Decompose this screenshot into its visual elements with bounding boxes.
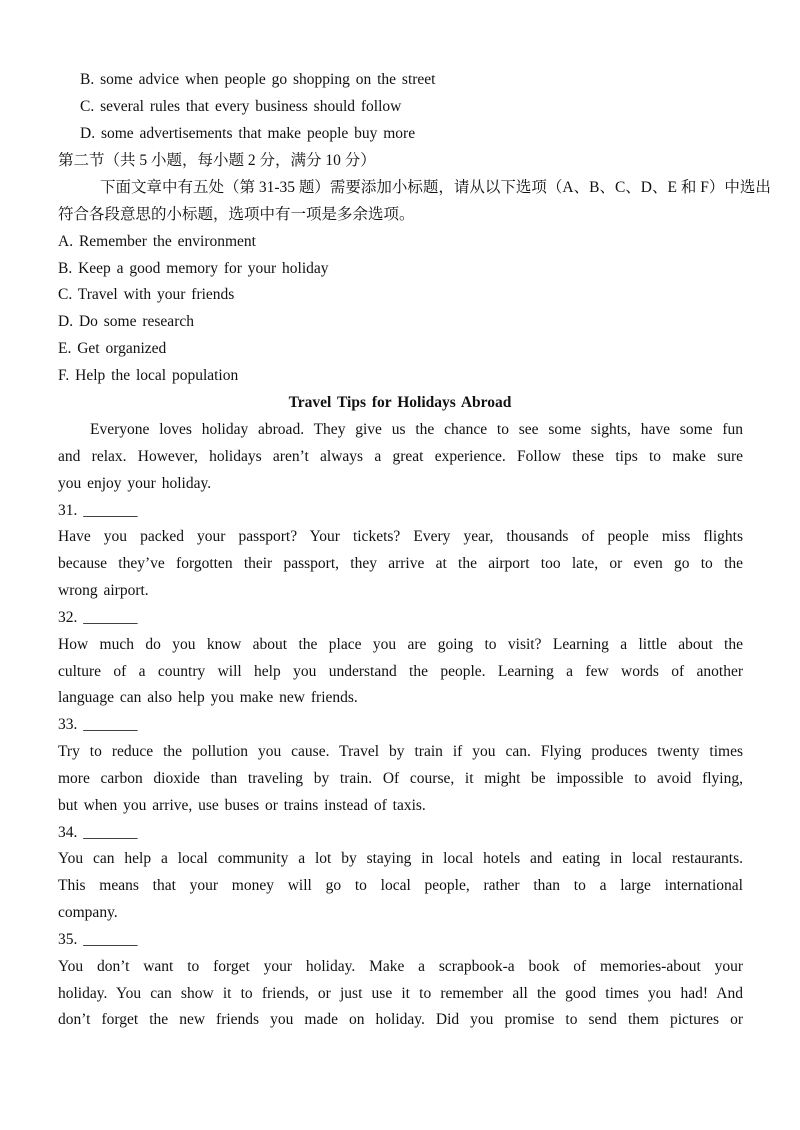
para-35-line-2: holiday. You can show it to friends, or just use it to remember all the good times you had! And <box>58 985 743 1002</box>
option-e: E. Get organized <box>58 340 167 357</box>
section-heading: 第二节（共 5 小题，每小题 2 分，满分 10 分） <box>58 152 376 169</box>
option-b: B. Keep a good memory for your holiday <box>58 260 329 277</box>
para-32-line-2: culture of a country will help you understand the people. Learning a few words of another <box>58 663 743 680</box>
option-c: C. Travel with your friends <box>58 286 235 303</box>
para-33-line-1: Try to reduce the pollution you cause. Travel by train if you can. Flying produces twenty times <box>58 743 743 760</box>
para-34-line-3: company. <box>58 904 118 921</box>
para-34-line-1: You can help a local community a lot by staying in local hotels and eating in local restaurants. <box>58 850 743 867</box>
intro-line-3: you enjoy your holiday. <box>58 475 212 492</box>
option-f: F. Help the local population <box>58 367 239 384</box>
para-31-line-2: because they’ve forgotten their passport, they arrive at the airport too late, or even go to the <box>58 555 743 572</box>
para-34-line-2: This means that your money will go to local people, rather than to a large international <box>58 877 743 894</box>
question-35-blank: 35. _______ <box>58 931 138 948</box>
prev-option-c: C. several rules that every business should follow <box>80 98 402 115</box>
para-32-line-3: language can also help you make new friends. <box>58 689 358 706</box>
para-33-line-2: more carbon dioxide than traveling by train. Of course, it might be impossible to avoid flying, <box>58 770 743 787</box>
question-34-blank: 34. _______ <box>58 824 138 841</box>
para-35-line-3: don’t forget the new friends you made on holiday. Did you promise to send them pictures or <box>58 1011 743 1028</box>
option-d: D. Do some research <box>58 313 194 330</box>
para-31-line-3: wrong airport. <box>58 582 149 599</box>
para-32-line-1: How much do you know about the place you are going to visit? Learning a little about the <box>58 636 743 653</box>
section-instruction-line-1: 下面文章中有五处（第 31-35 题）需要添加小标题，请从以下选项（A、B、C、D、E 和 F）中选出 <box>100 179 771 196</box>
para-35-line-1: You don’t want to forget your holiday. Make a scrapbook-a book of memories-about your <box>58 958 743 975</box>
section-instruction-line-2: 符合各段意思的小标题，选项中有一项是多余选项。 <box>58 206 415 223</box>
para-31-line-1: Have you packed your passport? Your tickets? Every year, thousands of people miss flights <box>58 528 743 545</box>
option-a: A. Remember the environment <box>58 233 256 250</box>
prev-option-d: D. some advertisements that make people buy more <box>80 125 416 142</box>
question-33-blank: 33. _______ <box>58 716 138 733</box>
intro-line-2: and relax. However, holidays aren’t always a great experience. Follow these tips to make sure <box>58 448 743 465</box>
question-31-blank: 31. _______ <box>58 502 138 519</box>
question-32-blank: 32. _______ <box>58 609 138 626</box>
prev-option-b: B. some advice when people go shopping on the street <box>80 71 436 88</box>
para-33-line-3: but when you arrive, use buses or trains instead of taxis. <box>58 797 426 814</box>
article-title: Travel Tips for Holidays Abroad <box>288 394 512 411</box>
intro-line-1: Everyone loves holiday abroad. They give us the chance to see some sights, have some fun <box>90 421 743 438</box>
